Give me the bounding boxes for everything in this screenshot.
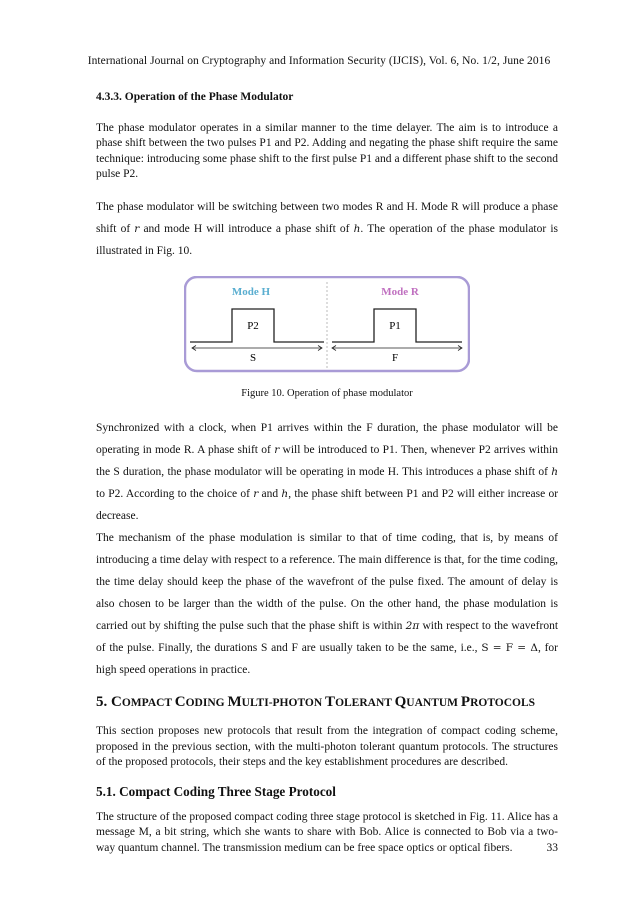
mode-h-label: Mode H xyxy=(231,286,271,299)
math-h: h xyxy=(353,223,361,236)
section-heading-4-3-3: 4.3.3. Operation of the Phase Modulator xyxy=(96,91,294,103)
journal-header: International Journal on Cryptography and Information Security (IJCIS), Vol. 6, No. 1/2, June 2016 xyxy=(87,55,551,67)
section-heading-5-1: 5.1. Compact Coding Three Stage Protocol xyxy=(96,784,336,800)
paragraph-mechanism: The mechanism of the phase modulation is similar to that of time coding, that is, by means of introducing a time delay with respect to a reference. The main difference is that, for the time coding, the time delay should keep the phase of the wavefront of the pulse fixed. The amount of delay is also chosen to be larger than the width of the pulse. On the other hand, the phase modulation is carried out by shifting the pulse such that the phase shift is within 2π with respect to the wavefront of the pulse. Finally, the durations S and F are usually taken to be the same, i.e., S = F = Δ, for high speed operations in practice. xyxy=(96,532,559,677)
math-r: r xyxy=(134,223,140,236)
phase-modulator-diagram xyxy=(184,276,470,374)
page-content xyxy=(96,90,558,856)
duration-s-label: S xyxy=(249,352,257,365)
math-r: r xyxy=(253,488,259,501)
math-r: r xyxy=(274,444,280,457)
paragraph-phase-modulator-intro: The phase modulator operates in a similar manner to the time delayer. The aim is to introduce a phase shift between the two pulses P1 and P2. Adding and negating the phase shift require the same technique: introducing some phase shift to the first pulse P1 and a different phase shift to the second pulse P2. xyxy=(96,122,558,180)
math-2pi: 2π xyxy=(405,620,420,633)
mode-r-label: Mode R xyxy=(381,286,419,299)
paragraph-section-5: This section proposes new protocols that result from the integration of compact coding scheme, proposed in the previous section, with the multi-photon tolerant quantum protocols. The structures of the proposed protocols, their steps and the key establishment procedures are described. xyxy=(96,725,558,768)
paragraph-phase-modulator-modes: The phase modulator will be switching between two modes R and H. Mode R will produce a phase shift of r and mode H will introduce a phase shift of h. The operation of the phase modulator is illustrated in Fig. 10. xyxy=(96,201,558,258)
pulse-p2-label: P2 xyxy=(247,320,259,333)
page-number: 33 xyxy=(546,842,558,854)
paragraph-section-5-1: The structure of the proposed compact coding three stage protocol is sketched in Fig. 11. Alice has a message M, a bit string, which she wants to share with Bob. Alice is connected to Bob via a two-way quantum channel. The transmission medium can be free space optics or optical fibers. xyxy=(96,811,558,854)
figure-10 xyxy=(96,276,558,376)
math-h: h xyxy=(281,488,289,501)
figure-10-caption: Figure 10. Operation of phase modulator xyxy=(241,388,413,400)
math-h: h xyxy=(551,466,558,479)
section-heading-5: 5. COMPACT CODING MULTI-PHOTON TOLERANT QUANTUM PROTOCOLS xyxy=(96,694,536,711)
paragraph-synchronized: Synchronized with a clock, when P1 arrives within the F duration, the phase modulator will be operating in mode R. A phase shift of r will be introduced to P1. Then, whenever P2 arrives within the S duration, the phase modulator will be operating in mode H. This introduces a phase shift of h to P2. According to the choice of r and h, the phase shift between P1 and P2 will either increase or decrease. xyxy=(96,422,559,523)
math-s-f-delta: S = F = Δ xyxy=(481,642,538,655)
duration-f-label: F xyxy=(391,352,399,365)
pulse-p1-label: P1 xyxy=(389,320,401,333)
